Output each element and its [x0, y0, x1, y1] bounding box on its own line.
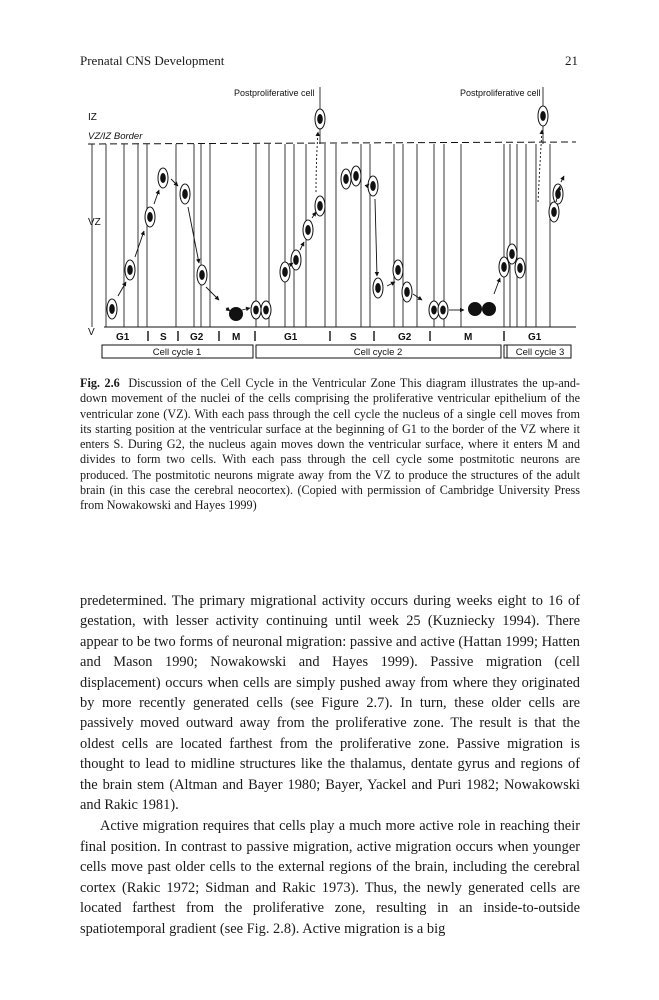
vz-iz-border-label: VZ/IZ Border — [88, 131, 143, 142]
phase-label: S — [160, 332, 167, 343]
running-title: Prenatal CNS Development — [80, 53, 225, 68]
postproliferative-label-right: Postproliferative cell — [460, 88, 541, 98]
vz-label: VZ — [88, 217, 101, 228]
cell-cycle-label: Cell cycle 1 — [152, 347, 202, 358]
paragraph: Active migration requires that cells play a much more active role in reaching their final position. In contrast to passive migration, active migration occurs when younger cells move past older cells to the external regions of the brain, including the cerebral cortex (Rakic 1972; Sidman and Rakic 1973). Thus, the newly generated cells are located farthest from the proliferative zone, resulting in an inside-to-outside spatiotemporal gradient (see Fig. 2.8). Active migration is a big — [80, 818, 580, 937]
paragraph: predetermined. The primary migrational activity occurs during weeks eight to 16 of gestation, with lesser activity continuing until week 25 (Kuzniecky 1994). There appear to be two forms of neuronal migration: passive and active (Hattan 1999; Hatten and Mason 1990; Nowakowski and Hayes 1999). Passive migration (cell displacement) occurs when cells are simply pushed away from where they originated by more recently generated cells (see Figure 2.7). In turn, these older cells are passively moved outward away from the proliferative zone. The result is that the oldest cells are located farthest from the proliferative zone. Passive migration is thought to lead to midline structures like the thalamus, dentate gyrus and regions of the brain stem (Altman and Bayer 1980; Bayer, Yackel and Puri 1982; Nowakowski and Rakic 1981). — [80, 593, 580, 814]
phase-label: G1 — [528, 332, 542, 343]
phase-label: S — [350, 332, 357, 343]
postproliferative-label-left: Postproliferative cell — [234, 88, 315, 98]
figure-caption-text: Discussion of the Cell Cycle in the Ventricular Zone This diagram illustrates the up-and-down movement of the nuclei of the cells comprising the proliferative ventricular epithelium of the ventricular zone (VZ). With each pass through the cell cycle the nucleus of a single cell moves from its starting position at the ventricular surface at the beginning of G1 to the border of the VZ where it enters S. During G2, the nucleus again moves down the ventricular surface, where it enters M and divides to form two cells. With each pass through the cell cycle some postmitotic neurons are produced. The postmitotic neurons migrate away from the VZ to produce the structures of the adult brain (in this case the cerebral neocortex). (Copied with permission of Cambridge University Press from Nowakowski and Hayes 1999) — [80, 376, 580, 513]
body-text — [80, 591, 580, 939]
phase-label: G1 — [284, 332, 298, 343]
page-number: 21 — [565, 53, 578, 68]
v-label: V — [88, 327, 95, 338]
phase-label: M — [464, 332, 473, 343]
cell-nuclei — [107, 106, 563, 321]
cell-cycle-label: Cell cycle 2 — [353, 347, 403, 358]
figure-caption — [80, 376, 580, 514]
phase-label: G1 — [116, 332, 130, 343]
migration-arrows — [316, 130, 542, 202]
iz-label: IZ — [88, 112, 97, 123]
phase-label: M — [232, 332, 241, 343]
cell-cycle-label: Cell cycle 3 — [515, 347, 565, 358]
phase-label: G2 — [398, 332, 412, 343]
figure-caption-label: Fig. 2.6 — [80, 376, 120, 390]
cell-cycle-figure — [80, 82, 580, 365]
vz-iz-border-line — [88, 142, 576, 144]
phase-label: G2 — [190, 332, 204, 343]
